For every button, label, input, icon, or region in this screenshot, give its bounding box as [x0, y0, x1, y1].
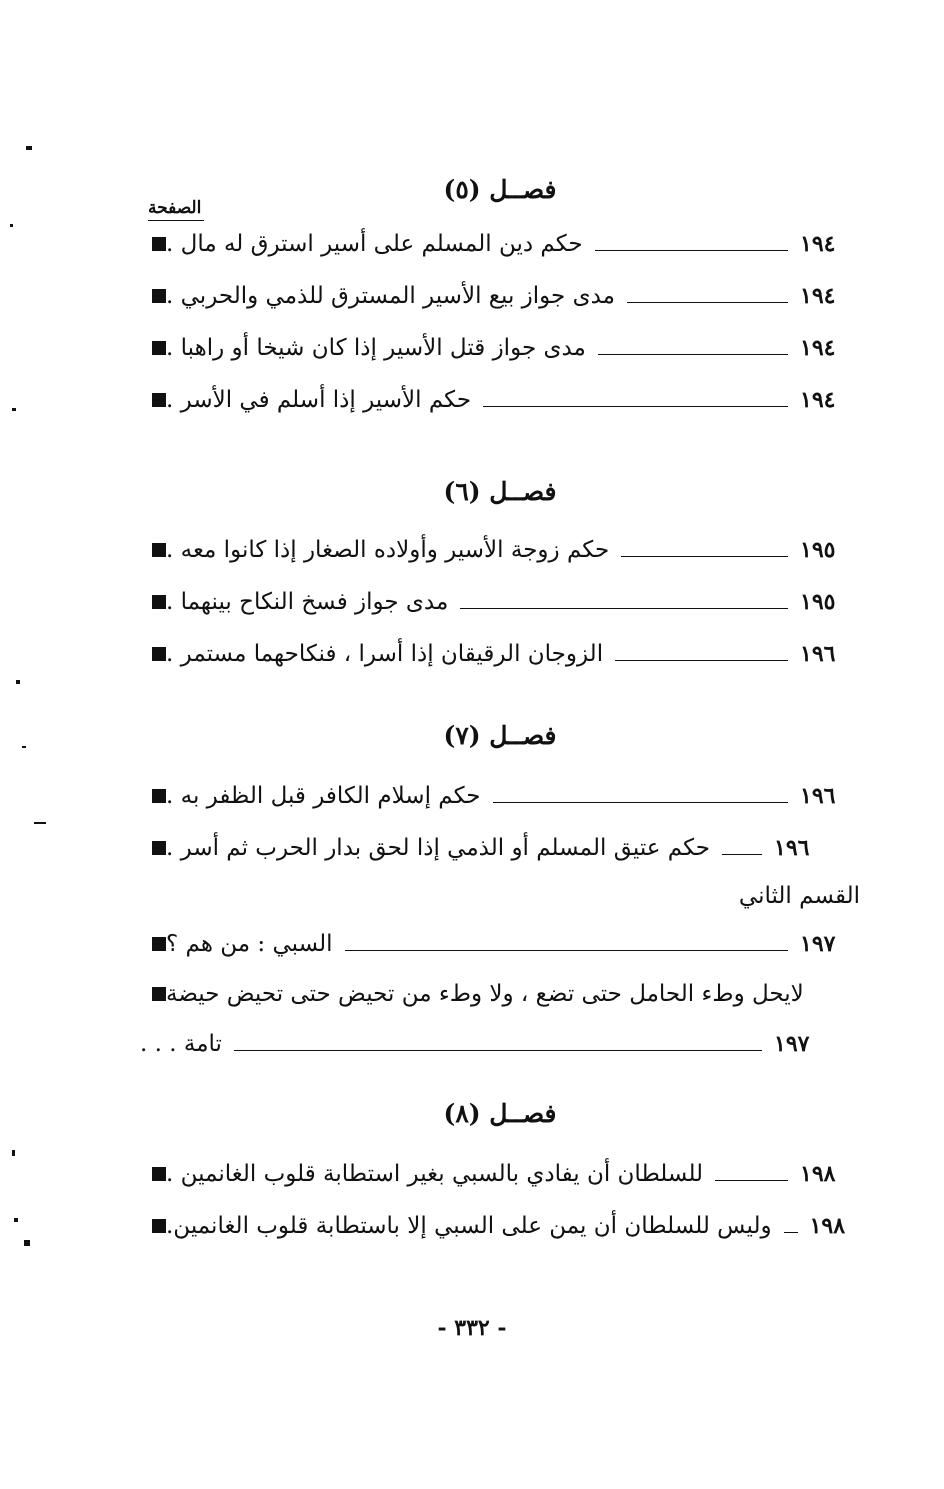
scan-speck: [12, 1150, 15, 1156]
square-bullet-icon: [152, 289, 166, 303]
entry-title: للسلطان أن يفادي بالسبي بغير استطابة قلوب الغانمين .: [166, 1161, 704, 1187]
section-8: [140, 1092, 860, 1252]
part-subheading: القسم الثاني: [738, 883, 860, 909]
square-bullet-icon: [152, 987, 166, 1001]
leader-line: [722, 854, 762, 855]
toc-entry: [140, 218, 860, 270]
square-bullet-icon: [152, 341, 166, 355]
toc-entry: [140, 628, 860, 680]
square-bullet-icon: [152, 789, 166, 803]
entry-title: الزوجان الرقيقان إذا أسرا ، فنكاحهما مستمر .: [166, 641, 604, 667]
leader-line: [784, 1232, 798, 1233]
toc-entry: [140, 322, 860, 374]
entry-page-number: ١٩٧: [774, 1031, 810, 1057]
square-bullet-icon: [152, 393, 166, 407]
toc-entry-continuation: [140, 1018, 860, 1070]
page-number-footer: - ٣٣٢ -: [437, 1315, 507, 1341]
toc-entry: [140, 1148, 860, 1200]
entry-page-number: ١٩٤: [800, 335, 836, 361]
entry-page-number: ١٩٤: [800, 231, 836, 257]
toc-entry: [140, 374, 860, 426]
entry-title: حكم دين المسلم على أسير استرق له مال .: [166, 231, 583, 257]
square-bullet-icon: [152, 237, 166, 251]
section-title: فصــل (٥): [443, 175, 557, 204]
square-bullet-icon: [152, 647, 166, 661]
entry-page-number: ١٩٤: [800, 387, 836, 413]
entry-title: حكم إسلام الكافر قبل الظفر به .: [166, 783, 481, 809]
entry-title: مدى جواز فسخ النكاح بينهما .: [166, 589, 449, 615]
section-6: [140, 470, 860, 680]
entry-title: السبي : من هم ؟: [166, 931, 333, 957]
leader-line: [598, 354, 788, 355]
entry-page-number: ١٩٤: [800, 283, 836, 309]
leader-line: [595, 250, 788, 251]
entry-title: حكم عتيق المسلم أو الذمي إذا لحق بدار الحرب ثم أسر .: [166, 835, 711, 861]
entry-title: حكم زوجة الأسير وأولاده الصغار إذا كانوا معه .: [166, 537, 610, 563]
leader-line: [627, 302, 788, 303]
scan-speck: [12, 408, 16, 411]
leader-line: [621, 556, 788, 557]
entry-page-number: ١٩٦: [774, 835, 810, 861]
scan-speck: [26, 146, 32, 150]
leader-line: [615, 660, 788, 661]
square-bullet-icon: [152, 543, 166, 557]
entry-page-number: ١٩٧: [800, 931, 836, 957]
square-bullet-icon: [152, 841, 166, 855]
entry-title-line2: تامة . . .: [140, 1031, 222, 1057]
section-title: فصــل (٨): [443, 1099, 557, 1128]
scan-speck: [24, 1240, 30, 1246]
leader-line: [493, 802, 789, 803]
section-5: [140, 168, 860, 426]
scan-speck: [34, 822, 46, 824]
scan-speck: [14, 1218, 18, 1222]
section-title: فصــل (٦): [443, 477, 557, 506]
scan-speck: [16, 680, 20, 684]
leader-line: [715, 1180, 788, 1181]
toc-entry: [140, 822, 860, 874]
scan-speck: [10, 224, 13, 227]
entry-page-number: ١٩٦: [800, 783, 836, 809]
toc-entry: [140, 576, 860, 628]
entry-page-number: ١٩٨: [800, 1161, 836, 1187]
square-bullet-icon: [152, 937, 166, 951]
entry-title: مدى جواز بيع الأسير المسترق للذمي والحربي .: [166, 283, 615, 309]
entry-title: مدى جواز قتل الأسير إذا كان شيخا أو راهبا .: [166, 335, 586, 361]
entry-page-number: ١٩٦: [800, 641, 836, 667]
entry-page-number: ١٩٥: [800, 589, 836, 615]
scan-speck: [22, 746, 26, 748]
entry-title: حكم الأسير إذا أسلم في الأسر .: [166, 387, 472, 413]
toc-entry: [140, 524, 860, 576]
toc-entry-wrapped: [140, 970, 860, 1018]
leader-line: [483, 406, 788, 407]
page-column-header: الصفحة: [148, 198, 202, 218]
entry-page-number: ١٩٨: [809, 1213, 846, 1239]
square-bullet-icon: [152, 595, 166, 609]
toc-entry: [140, 918, 860, 970]
leader-line: [234, 1050, 762, 1051]
toc-entry: [140, 270, 860, 322]
toc-entry: [140, 1200, 860, 1252]
entry-page-number: ١٩٥: [800, 537, 836, 563]
section-7: [140, 714, 860, 1070]
leader-line: [460, 608, 788, 609]
leader-line: [345, 950, 789, 951]
entry-title-line1: لايحل وطء الحامل حتى تضع ، ولا وطء من تحيض حتى تحيض حيضة: [166, 981, 804, 1007]
toc-entry: [140, 770, 860, 822]
section-title: فصــل (٧): [443, 721, 557, 750]
square-bullet-icon: [152, 1167, 166, 1181]
entry-title: وليس للسلطان أن يمن على السبي إلا باستطابة قلوب الغانمين.: [166, 1213, 772, 1239]
square-bullet-icon: [152, 1219, 166, 1233]
